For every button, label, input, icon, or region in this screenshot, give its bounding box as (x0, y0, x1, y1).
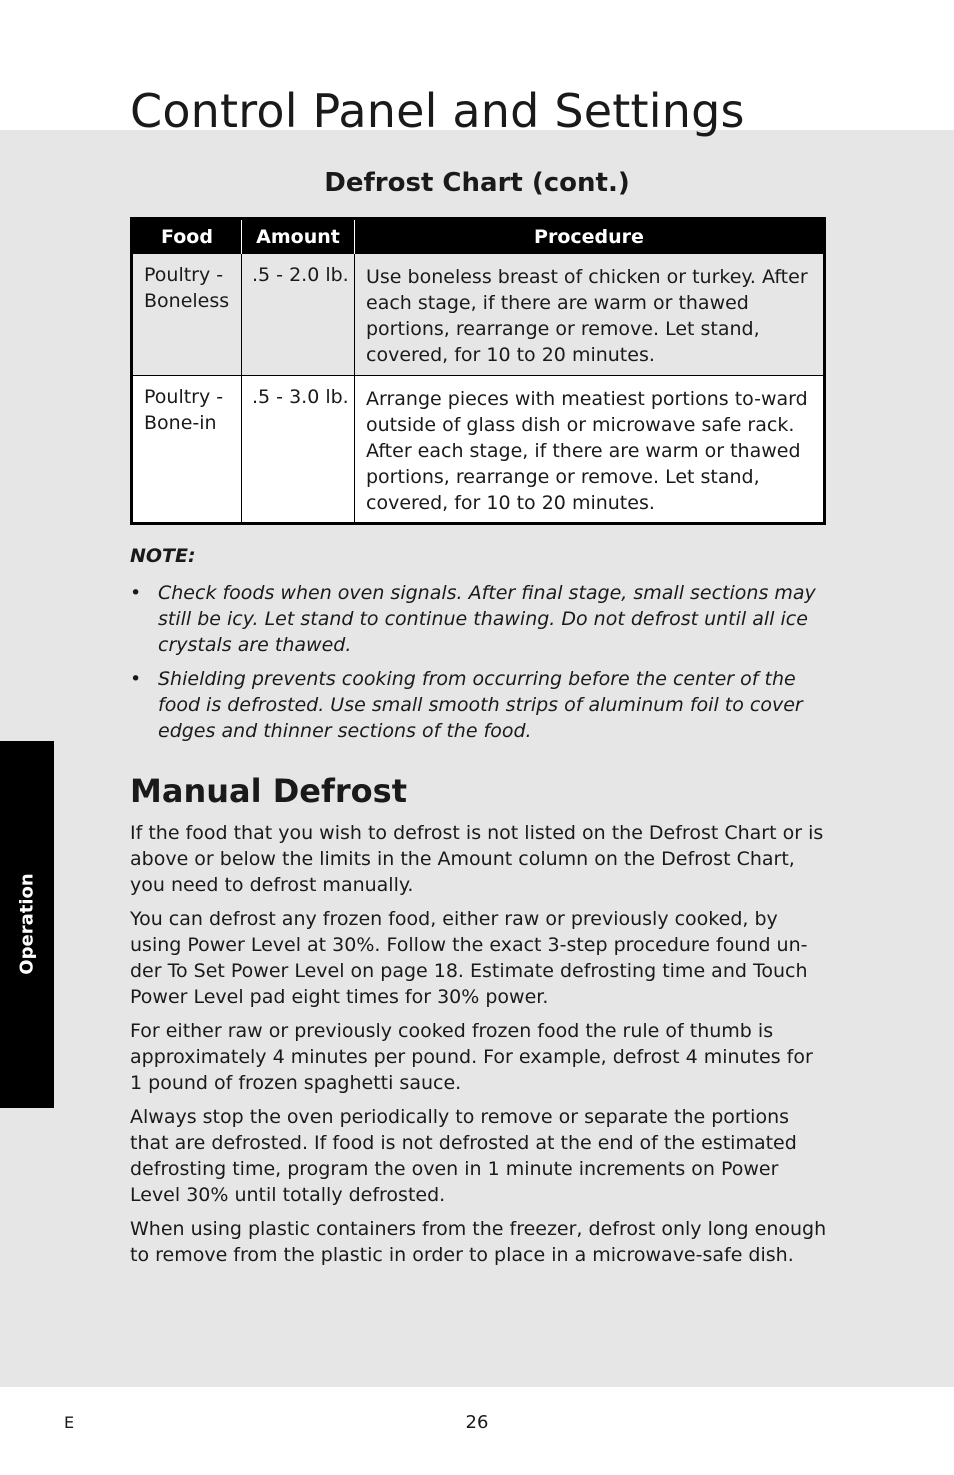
amount-cell: .5 - 2.0 lb. (242, 254, 355, 376)
list-item (130, 580, 830, 658)
column-header-food: Food (132, 219, 242, 255)
defrost-chart-title: Defrost Chart (cont.) (324, 168, 630, 198)
note-text: Check foods when oven signals. After final stage, small sections may still be icy. Let stand to continue thawing. Do not defrost until all ice crystals are thawed. (158, 582, 816, 656)
note-label: NOTE: (130, 545, 196, 567)
bullet: • (130, 668, 142, 690)
procedure-cell: Use boneless breast of chicken or turkey. After each stage, if there are warm or thawed portions, rearrange or remove. Let stand, covered, for 10 to 20 minutes. (355, 254, 825, 376)
page-number: 26 (465, 1412, 489, 1433)
paragraph: For either raw or previously cooked frozen food the rule of thumb is approximately 4 minutes per pound. For example, defrost 4 minutes for 1 pound of frozen spaghetti sauce. (130, 1020, 813, 1094)
procedure-cell: Arrange pieces with meatiest portions to-ward outside of glass dish or microwave safe rack. After each stage, if there are warm or thawed portions, rearrange or remove. Let stand, covered, for 10 to 20 minutes. (355, 376, 825, 524)
manual-defrost-body (130, 820, 830, 1276)
table-header-row (132, 219, 825, 255)
manual-defrost-heading: Manual Defrost (130, 772, 407, 810)
paragraph: When using plastic containers from the freezer, defrost only long enough to remove from the plastic in order to place in a microwave-safe dish. (130, 1218, 827, 1266)
table-row (132, 254, 825, 376)
column-header-amount: Amount (242, 219, 355, 255)
food-cell: Poultry - Bone-in (132, 376, 242, 524)
note-text: Shielding prevents cooking from occurring before the center of the food is defrosted. Use small smooth strips of aluminum foil to cover edges and thinner sections of the food. (158, 668, 803, 742)
paragraph: If the food that you wish to defrost is not listed on the Defrost Chart or is above or below the limits in the Amount column on the Defrost Chart, you need to defrost manually. (130, 822, 824, 896)
food-cell: Poultry - Boneless (132, 254, 242, 376)
footer-language-code: E (64, 1413, 75, 1432)
side-tab-label: Operation (16, 873, 38, 975)
paragraph: Always stop the oven periodically to remove or separate the portions that are defrosted. If food is not defrosted at the end of the estimated defrosting time, program the oven in 1 minute increments on Power Level 30% until totally defrosted. (130, 1106, 797, 1206)
column-header-procedure: Procedure (355, 219, 825, 255)
list-item (130, 666, 830, 744)
page-title: Control Panel and Settings (130, 84, 745, 138)
amount-cell: .5 - 3.0 lb. (242, 376, 355, 524)
paragraph: You can defrost any frozen food, either raw or previously cooked, by using Power Level at 30%. Follow the exact 3-step procedure found un-der To Set Power Level on page 18. Estimate defrosting time and Touch Power Level pad eight times for 30% power. (130, 908, 808, 1008)
note-list (130, 580, 830, 752)
bullet: • (130, 582, 142, 604)
table-row (132, 376, 825, 524)
defrost-chart-table (130, 217, 826, 525)
